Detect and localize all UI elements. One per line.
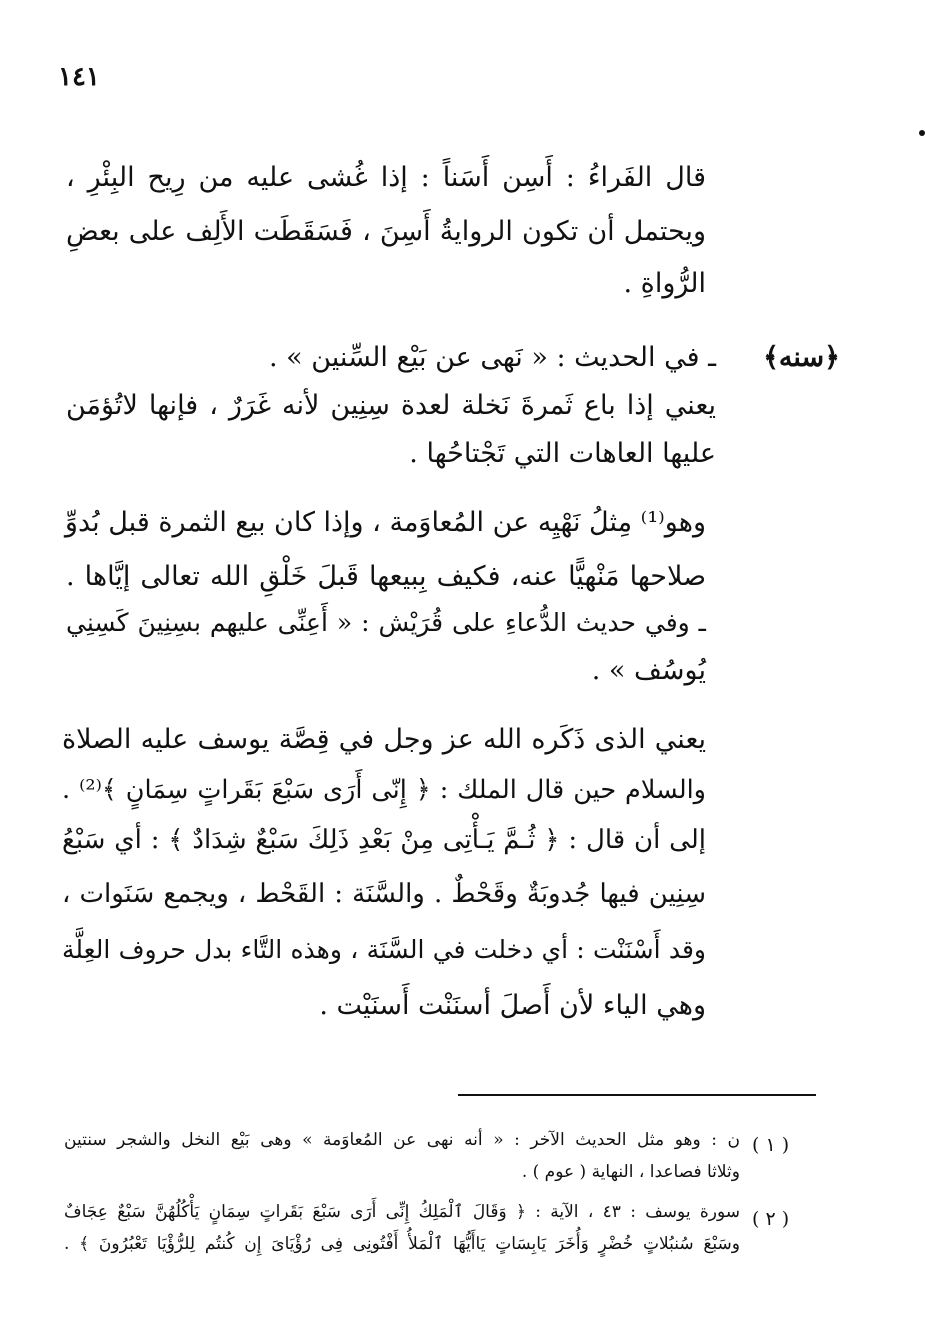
text-line: سِنِين فيها جُدوبَةٌ وقَحْطٌ . والسَّنَة : القَحْط ، ويجمع سَنَوات ، [62,879,706,909]
paragraph-farra [66,160,706,300]
entry-headword: ﴿سنه﴾ [763,342,840,373]
paragraph-muawama [66,505,706,695]
text-line: ويحتمل أن تكون الروايةُ أَسِنَ ، فَسَقَطَت الأَلِف على بعضِ [66,216,706,247]
footnote-line: وثلاثا فصاعدا ، النهاية ( عوم ) . [521,1162,740,1182]
text-line: وهو⁽¹⁾ مِثلُ نَهْيِه عن المُعاوَمة ، وإذا كان بيع الثمرة قبل بُدوِّ [64,507,706,538]
text-line: إلى أن قال : ﴿ ثُـمَّ يَـأْتِى مِنْ بَعْدِ ذَلِكَ سَبْعٌ شِدَادٌ ﴾ : أي سَبْعُ [62,825,706,855]
paragraph-yusuf [62,722,706,1022]
text-line: ـ وفي حديث الدُّعاءِ على قُرَيْش : « أَعِنِّى عليهم بسِنِينَ كَسِنِي [66,608,706,637]
text-line: وهي الياء لأن أَصلَ أسنَنْت أَسنَيْت . [319,990,706,1021]
text-line: وقد أَسْنَنْت : أي دخلت في السَّنَة ، وهذه التَّاء بدل حروف العِلَّة [62,935,706,964]
text-line: الرُّواةِ . [623,268,706,299]
text-line: صلاحها مَنْهيًّا عنه، فكيف بِبيعها قَبلَ خَلْقِ الله تعالى إيَّاها . [66,561,706,592]
footnote-line: ن : وهو مثل الحديث الآخر : « أنه نهى عن المُعاوَمة » وهى بَيْع النخل والشجر سنتين [64,1130,740,1150]
text-line: ـ في الحديث : « نَهى عن بَيْع السِّنين » . [268,342,716,373]
page-number: ١٤١ [58,62,100,92]
paragraph-hadith-sinin [66,340,716,480]
text-line: يعني إذا باع ثَمرةَ نَخلة لعدة سِنِين لأنه غَرَرٌ ، فإنها لاتُؤمَن [66,390,716,421]
text-line: والسلام حين قال الملك : ﴿ إِنّى أَرَى سَبْعَ بَقَراتٍ سِمَانٍ ﴾⁽²⁾ . [62,775,706,805]
text-line: يعني الذى ذَكَره الله عز وجل في قِصَّة يوسف عليه الصلاة [62,724,706,755]
text-line: عليها العاهات التي تَجْتاحُها . [409,438,716,469]
text-line: قال الفَراءُ : أَسِن أَسَناً : إذا غُشى عليه من رِيح البِئْرِ ، [66,162,706,193]
margin-mark [919,130,925,136]
text-line: يُوسُف » . [591,655,706,686]
entry-headword-sanah [740,340,840,380]
footnote-number: ( ٢ ) [752,1208,790,1230]
footnote-line: سورة يوسف : ٤٣ ، الآية : ﴿ وَقَالَ ٱلْمَلِكُ إِنِّى أَرَى سَبْعَ بَقَراتٍ سِمَانٍ يَأْكُلُهُنَّ سَبْعٌ عِجَافٌ [64,1202,741,1222]
footnote-line: وسَبْعَ سُنبُلاتٍ خُضْرٍ وَأُخَرَ يَابِسَاتٍ يَاأَيُّهَا ٱلْمَلأُ أَفْتُونِى فِى رُؤْيَاىَ إِن كُنتُم لِلرُّؤْيَا تَعْبُرُونَ ﴾ . [64,1234,740,1254]
footnote-separator [458,1094,816,1096]
footnote-number: ( ١ ) [752,1134,790,1156]
